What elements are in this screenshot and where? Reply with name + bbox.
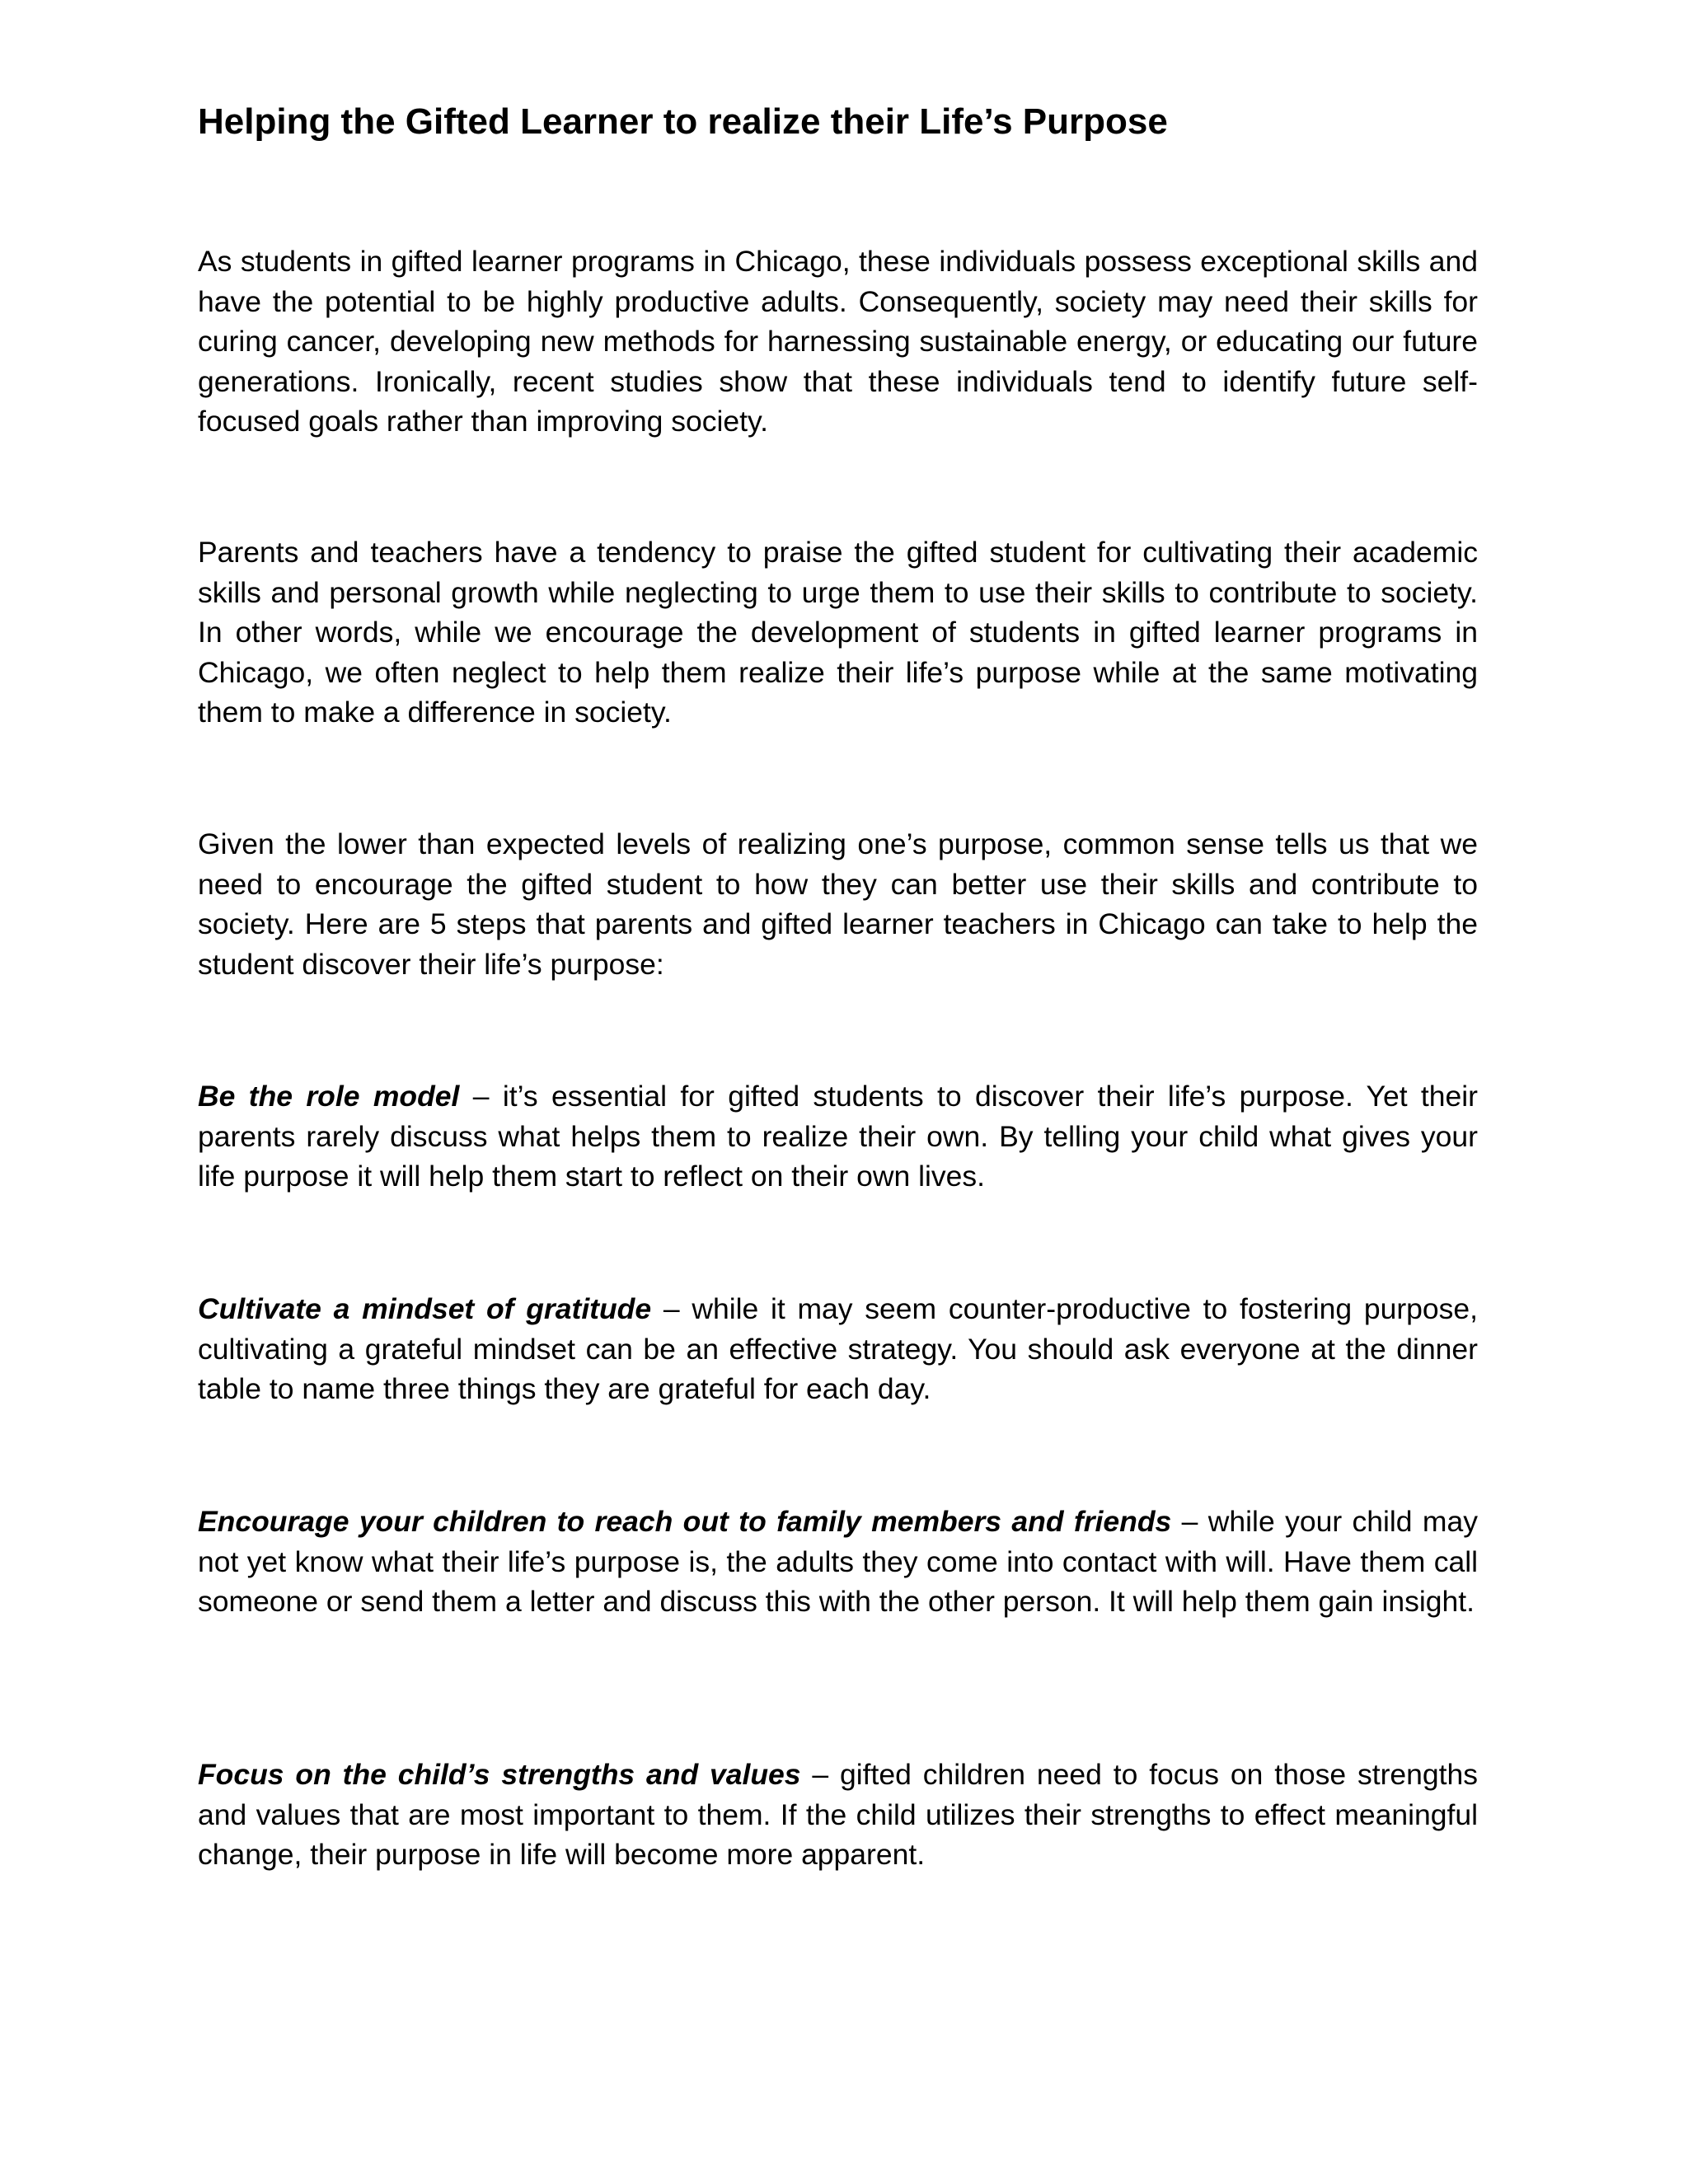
intro-paragraph-1: As students in gifted learner programs in Chicago, these individuals possess exceptional skills and have the potential to be highly productive adults. Consequently, society may need their skills for curing cancer, developing new methods for harnessing sustainable energy, or educating our future generations. Ironically, recent studies show that these individuals tend to identify future self-focused goals rather than improving society.	[198, 245, 1478, 438]
step-heading-gratitude: Cultivate a mindset of gratitude	[198, 1292, 652, 1325]
step-paragraph-gratitude	[198, 1289, 1478, 1409]
intro-paragraph-2: Parents and teachers have a tendency to praise the gifted student for cultivating their academic skills and personal growth while neglecting to urge them to use their skills to contribute to society. In other words, while we encourage the development of students in gifted learner programs in Chicago, we often neglect to help them realize their life’s purpose while at the same motivating them to make a difference in society.	[198, 536, 1478, 729]
step-heading-reach-out: Encourage your children to reach out to family members and friends	[198, 1505, 1172, 1538]
step-paragraph-reach-out	[198, 1502, 1478, 1622]
step-paragraph-strengths	[198, 1755, 1478, 1875]
step-body-role-model: – it’s essential for gifted students to discover their life’s purpose. Yet their parents rarely discuss what helps them to realize their own. By telling your child what gives your life purpose it will help them start to reflect on their own lives.	[198, 1080, 1478, 1193]
intro-paragraph-3: Given the lower than expected levels of realizing one’s purpose, common sense tells us that we need to encourage the gifted student to how they can better use their skills and contribute to society. Here are 5 steps that parents and gifted learner teachers in Chicago can take to help the student discover their life’s purpose:	[198, 827, 1478, 981]
step-paragraph-role-model	[198, 1076, 1478, 1197]
step-heading-role-model: Be the role model	[198, 1080, 460, 1113]
step-body-gratitude: – while it may seem counter-productive to fostering purpose, cultivating a grateful mindset can be an effective strategy. You should ask everyone at the dinner table to name three things they are grateful for each day.	[198, 1292, 1479, 1405]
step-body-strengths: – gifted children need to focus on those strengths and values that are most important to them. If the child utilizes their strengths to effect meaningful change, their purpose in life will become more apparent.	[198, 1758, 1478, 1871]
step-heading-strengths: Focus on the child’s strengths and values	[198, 1758, 801, 1791]
step-body-reach-out: – while your child may not yet know what their life’s purpose is, the adults they come into contact with will. Have them call someone or send them a letter and discuss this with the other person. It will help them gain insight.	[198, 1505, 1479, 1618]
document-title: Helping the Gifted Learner to realize their Life’s Purpose	[198, 101, 1168, 142]
